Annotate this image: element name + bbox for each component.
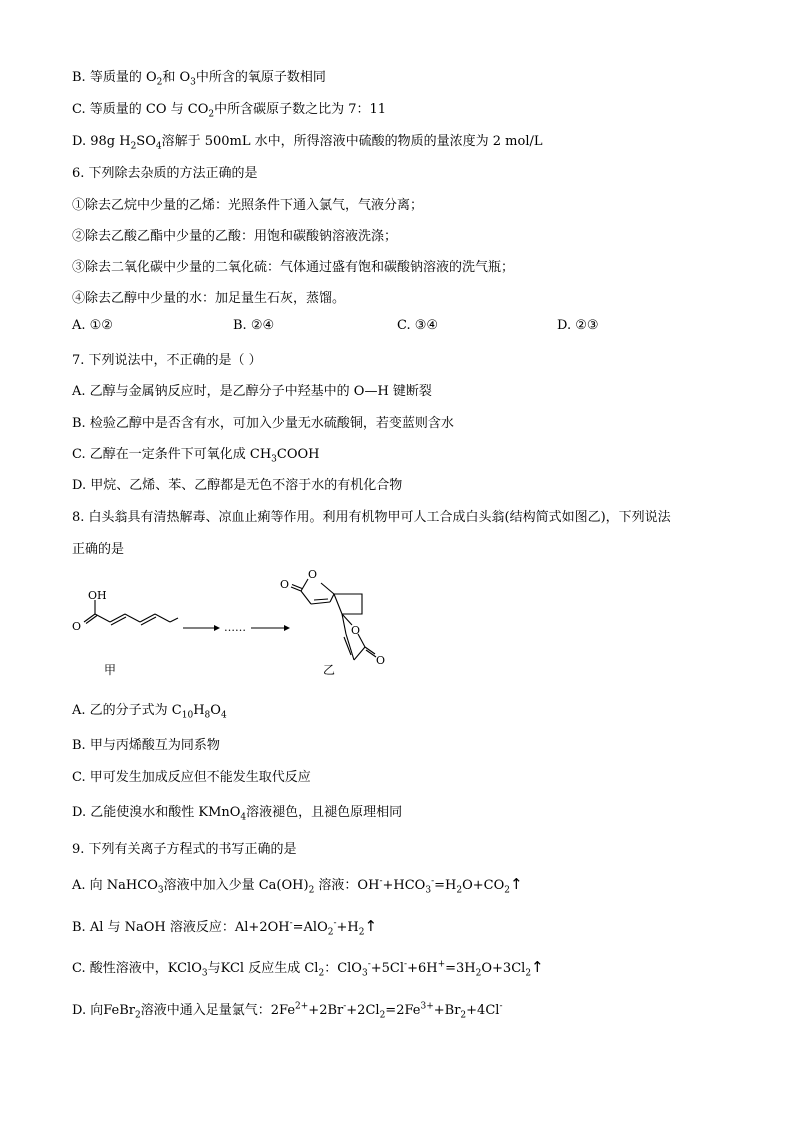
q9-option-a: A. 向 NaHCO$_3$溶液中加入少量 $Ca(OH)_2$ 溶液：$OH^-+HCO_3^-=H_2O+CO_2↑$ — [72, 875, 523, 896]
q6-item-1: ①除去乙烷中少量的乙烯：光照条件下通入氯气，气液分离； — [72, 198, 424, 213]
q7-option-d: D. 甲烷、乙烯、苯、乙醇都是无色不溶于水的有机化合物 — [72, 478, 403, 493]
q5-option-b: B. 等质量的 $O_2$和 $O_3$中所含的氧原子数相同 — [72, 70, 326, 88]
gas-arrow-icon: ↑ — [531, 958, 544, 976]
ellipsis-dots: …… — [224, 621, 246, 634]
q6-item-4: ④除去乙醇中少量的水：加足量生石灰，蒸馏。 — [72, 291, 346, 306]
q6-stem: 6. 下列除去杂质的方法正确的是 — [72, 166, 258, 181]
q8-structure-figure — [68, 562, 398, 682]
q6-option-c: C. ③④ — [397, 318, 439, 333]
q8-option-d: D. 乙能使溴水和酸性 KMnO$_4$溶液褪色，且褪色原理相同 — [72, 805, 403, 823]
q8-option-a: A. 乙的分子式为 $C_{10}H_8O_4$ — [72, 703, 227, 721]
q7-option-a: A. 乙醇与金属钠反应时，是乙醇分子中羟基中的 O—H 键断裂 — [72, 384, 432, 399]
q8-stem-line2: 正确的是 — [72, 542, 125, 557]
q9-option-c: C. 酸性溶液中，KClO$_3$与KCl 反应生成 $Cl_2$：$ClO_3^-+5Cl^-+6H^+=3H_2O+3Cl_2↑$ — [72, 958, 544, 979]
carbonyl-o-label-upper: O — [280, 578, 290, 591]
q9-stem: 9. 下列有关离子方程式的书写正确的是 — [72, 842, 297, 857]
q6-item-2: ②除去乙酸乙酯中少量的乙酸：用饱和碳酸钠溶液洗涤； — [72, 229, 398, 244]
carbonyl-o-label-jia: O — [72, 620, 82, 633]
q5-option-d: D. 98g $H_2SO_4$溶解于 500mL 水中，所得溶液中硫酸的物质的量浓度为 2 mol/L — [72, 134, 543, 152]
q9-option-b: B. Al 与 NaOH 溶液反应：$Al+2OH^-=AlO_2^-+H_2↑$ — [72, 917, 378, 938]
q8-stem-line1: 8. 白头翁具有清热解毒、凉血止痢等作用。利用有机物甲可人工合成白头翁(结构简式如图乙)，下列说法 — [72, 510, 671, 525]
gas-arrow-icon: ↑ — [509, 875, 523, 893]
q7-option-b: B. 检验乙醇中是否含有水，可加入少量无水硫酸铜，若变蓝则含水 — [72, 416, 454, 431]
ring-o-label-lower: O — [351, 624, 361, 637]
gas-arrow-icon: ↑ — [364, 917, 378, 935]
oh-label: OH — [88, 589, 107, 602]
compound-yi-structure — [291, 579, 376, 660]
q8-option-c: C. 甲可发生加成反应但不能发生取代反应 — [72, 770, 311, 785]
q6-item-3: ③除去二氧化碳中少量的二氧化硫：气体通过盛有饱和碳酸钠溶液的洗气瓶； — [72, 260, 515, 275]
q6-option-a: A. ①② — [72, 318, 113, 333]
q6-option-d: D. ②③ — [557, 318, 599, 333]
q7-option-c: C. 乙醇在一定条件下可氧化成 $CH_3COOH$ — [72, 447, 320, 465]
jia-label: 甲 — [104, 663, 117, 677]
carbonyl-o-label-lower: O — [376, 654, 386, 667]
yi-label: 乙 — [323, 663, 336, 677]
q5-option-c: C. 等质量的 CO 与 $CO_2$中所含碳原子数之比为 7：11 — [72, 102, 387, 120]
q7-stem: 7. 下列说法中，不正确的是（ ） — [72, 353, 262, 368]
q9-option-d: D. 向FeBr$_2$溶液中通入足量氯气：$2Fe^{2+}+2Br^-+2Cl_2=2Fe^{3+}+Br_2+4Cl^-$ — [72, 1001, 503, 1021]
ring-o-label-upper: O — [308, 568, 318, 581]
q6-option-b: B. ②④ — [233, 318, 275, 333]
q8-option-b: B. 甲与丙烯酸互为同系物 — [72, 738, 220, 753]
compound-jia-structure — [84, 600, 178, 625]
